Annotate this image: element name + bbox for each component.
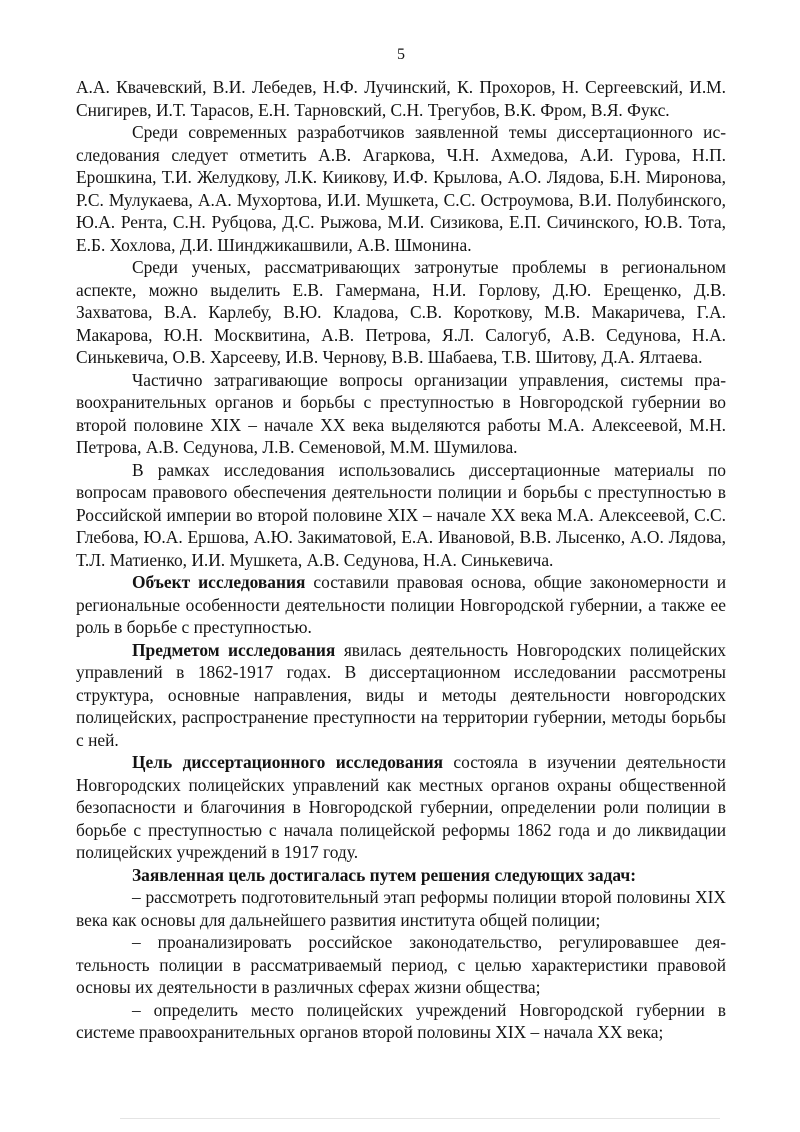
research-goal-label: Цель диссертационного исследования — [132, 752, 444, 772]
paragraph-names-continuation: А.А. Квачевский, В.И. Лебедев, Н.Ф. Лучинский, К. Прохоров, Н. Сергеевский, И.М. Снигирев, И.Т. Тарасов, Е.Н. Тарновский, С.Н. Трегубов, В.К. Фром, В.Я. Фукс. — [76, 77, 726, 120]
paragraph-modern-researchers: Среди современных разработчиков заявленной темы диссертационного исследования следует отметить А.В. Агаркова, Ч.Н. Ахмедова, А.И. Гурова, Н.П. Ерошкина, Т.И. Желудкову, Л.К. Киикову, И.Ф. Крылова, А.О. Лядова, Б.Н. Миронова, Р.С. Мулукаева, А.А. Мухортова, И.И. Мушкета, С.С. Остроумова, В.И. Полубинского, Ю.А. Рента, С.Н. Рубцова, Д.С. Рыжова, М.И. Сизикова, Е.П. Сичинского, Ю.В. Тота, Е.Б. Хохлова, Д.И. Шинджикашвили, А.В. Шмонина. — [76, 122, 726, 255]
paragraph-dissertation-materials: В рамках исследования использовались диссертационные материалы по вопросам правового обеспечения деятельности полиции и борьбы с преступностью в Российской империи во второй половине XIX – начале XX века М.А. Алексеевой, С.С. Глебова, Ю.А. Ершова, А.Ю. Закиматовой, Е.А. Ивановой, В.В. Лысенко, А.О. Лядова, Т.Л. Матиенко, И.И. Мушкета, А.В. Седунова, Н.А. Синькевича. — [76, 459, 726, 570]
paragraph-research-object — [76, 571, 726, 639]
research-goal-text: состояла в изучении деятельности Новгородских полицейских управлений как местных органов охраны общественной безопасности и благочиния в Новгородской губернии, определении роли полиции в борьбе с преступностью с начала полицейской реформы 1862 года и до ликвидации полицейских учреждений в 1917 году. — [76, 752, 726, 862]
scan-edge-line — [120, 1118, 720, 1119]
paragraph-regional-researchers: Среди ученых, рассматривающих затронутые проблемы в региональном аспекте, можно выделить Е.В. Гамермана, Н.И. Горлову, Д.Ю. Ерещенко, Д.В. Захватова, В.А. Карлебу, В.Ю. Кладова, С.В. Короткову, М.В. Макаричева, Г.А. Макарова, Ю.Н. Москвитина, А.В. Петрова, Я.Л. Салогуб, А.В. Седунова, Н.А. Синькевича, О.В. Харсееву, И.В. Чернову, В.В. Шабаева, Т.В. Шитову, Д.А. Ялтаева. — [76, 257, 726, 367]
research-subject-label: Предметом исследования — [132, 639, 336, 660]
page-number: 5 — [397, 46, 405, 63]
research-object-text: составили правовая основа, общие закономерности и региональные особенности деятельности полиции Новгородской губернии, а также ее роль в борьбе с преступностью. — [76, 572, 727, 637]
task-item-1: – рассмотреть подготовительный этап реформы полиции второй половины XIX века как основы для дальнейшего развития института общей полиции; — [76, 887, 726, 930]
paragraph-research-subject — [76, 639, 726, 752]
task-item-2: – проанализировать российское законодательство, регулировавшее деятельность полиции в рассматриваемый период, с целью характеристики правовой основы их деятельности в различных сферах жизни общества; — [76, 932, 726, 997]
task-item-3: – определить место полицейских учреждений Новгородской губернии в системе правоохранительных органов второй половины XIX – начала XX века; — [76, 999, 726, 1042]
paragraph-research-goal — [76, 751, 726, 864]
paragraph-partial-works: Частично затрагивающие вопросы организации управления, системы правоохранительных органов и борьбы с преступностью в Новгородской губернии во второй половине XIX – начале XX века выделяются работы М.А. Алексеевой, М.Н. Петрова, А.В. Седунова, Л.В. Семеновой, М.М. Шумилова. — [76, 369, 726, 457]
research-object-label: Объект исследования — [132, 572, 306, 592]
tasks-heading: Заявленная цель достигалась путем решения следующих задач: — [132, 864, 637, 885]
document-page — [76, 44, 726, 1044]
research-subject-text: явилась деятельность Новгородских полицейских управлений в 1862-1917 годах. В диссертационном исследовании рассмотрены структура, основные направления, виды и методы деятельности новгородских полицейских, распространение преступности на территории губернии, методы борьбы с ней. — [76, 639, 726, 750]
